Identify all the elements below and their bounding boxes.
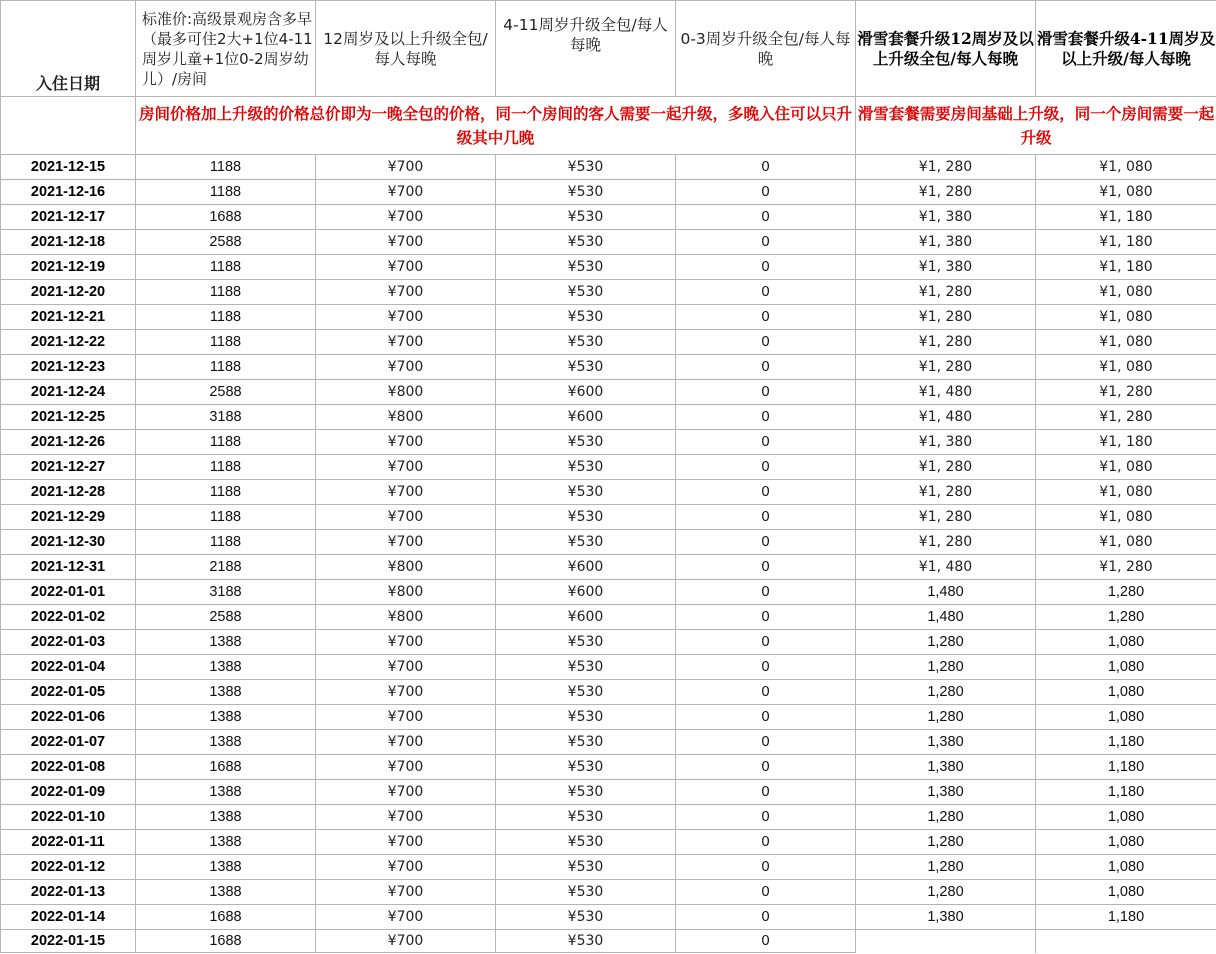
cell-age0-3: 0 bbox=[676, 880, 856, 905]
header-age4-11-upgrade: 4-11周岁升级全包/每人每晚 bbox=[496, 1, 676, 97]
cell-age12: ¥700 bbox=[316, 355, 496, 380]
cell-date: 2022-01-08 bbox=[1, 755, 136, 780]
table-row bbox=[1, 505, 1216, 530]
cell-ski-age4-11: 1,180 bbox=[1036, 730, 1216, 755]
cell-age4-11: ¥600 bbox=[496, 580, 676, 605]
cell-age0-3: 0 bbox=[676, 480, 856, 505]
cell-date: 2021-12-16 bbox=[1, 180, 136, 205]
cell-standard-price: 1388 bbox=[136, 730, 316, 755]
table-row bbox=[1, 680, 1216, 705]
cell-date: 2022-01-12 bbox=[1, 855, 136, 880]
table-row bbox=[1, 280, 1216, 305]
cell-standard-price: 1388 bbox=[136, 705, 316, 730]
cell-date: 2021-12-26 bbox=[1, 430, 136, 455]
table-row bbox=[1, 655, 1216, 680]
cell-ski-age4-11: ¥1, 280 bbox=[1036, 405, 1216, 430]
cell-age0-3: 0 bbox=[676, 205, 856, 230]
cell-date: 2021-12-22 bbox=[1, 330, 136, 355]
cell-age0-3: 0 bbox=[676, 855, 856, 880]
cell-ski-age12: 1,380 bbox=[856, 780, 1036, 805]
cell-ski-age12: 1,380 bbox=[856, 730, 1036, 755]
cell-date: 2021-12-30 bbox=[1, 530, 136, 555]
cell-age12: ¥700 bbox=[316, 180, 496, 205]
cell-ski-age12: 1,480 bbox=[856, 580, 1036, 605]
cell-standard-price: 1388 bbox=[136, 680, 316, 705]
cell-age12: ¥700 bbox=[316, 530, 496, 555]
cell-standard-price: 1388 bbox=[136, 630, 316, 655]
header-age12-upgrade: 12周岁及以上升级全包/每人每晚 bbox=[316, 1, 496, 97]
cell-date: 2022-01-13 bbox=[1, 880, 136, 905]
cell-age4-11: ¥530 bbox=[496, 330, 676, 355]
cell-standard-price: 2588 bbox=[136, 230, 316, 255]
table-row bbox=[1, 805, 1216, 830]
cell-ski-age12: ¥1, 280 bbox=[856, 330, 1036, 355]
table-row bbox=[1, 930, 1216, 953]
cell-ski-age12: 1,280 bbox=[856, 880, 1036, 905]
cell-age0-3: 0 bbox=[676, 455, 856, 480]
table-row bbox=[1, 380, 1216, 405]
cell-date: 2021-12-24 bbox=[1, 380, 136, 405]
cell-age12: ¥700 bbox=[316, 230, 496, 255]
cell-ski-age12: ¥1, 480 bbox=[856, 405, 1036, 430]
cell-standard-price: 2588 bbox=[136, 605, 316, 630]
cell-ski-age4-11: ¥1, 080 bbox=[1036, 480, 1216, 505]
cell-ski-age4-11: ¥1, 280 bbox=[1036, 555, 1216, 580]
cell-age0-3: 0 bbox=[676, 605, 856, 630]
cell-age4-11: ¥530 bbox=[496, 255, 676, 280]
cell-standard-price: 1188 bbox=[136, 530, 316, 555]
table-row bbox=[1, 555, 1216, 580]
cell-date: 2022-01-03 bbox=[1, 630, 136, 655]
table-row bbox=[1, 305, 1216, 330]
table-row bbox=[1, 205, 1216, 230]
cell-ski-age4-11: ¥1, 180 bbox=[1036, 205, 1216, 230]
cell-age12: ¥700 bbox=[316, 305, 496, 330]
cell-ski-age12: 1,380 bbox=[856, 905, 1036, 930]
header-row bbox=[1, 1, 1216, 97]
cell-age12: ¥700 bbox=[316, 280, 496, 305]
cell-age12: ¥700 bbox=[316, 755, 496, 780]
cell-age0-3: 0 bbox=[676, 655, 856, 680]
cell-date: 2021-12-29 bbox=[1, 505, 136, 530]
cell-age0-3: 0 bbox=[676, 730, 856, 755]
cell-date: 2021-12-21 bbox=[1, 305, 136, 330]
cell-age0-3: 0 bbox=[676, 180, 856, 205]
cell-standard-price: 3188 bbox=[136, 580, 316, 605]
cell-standard-price: 1188 bbox=[136, 255, 316, 280]
cell-age12: ¥700 bbox=[316, 430, 496, 455]
cell-ski-age4-11: 1,080 bbox=[1036, 630, 1216, 655]
cell-ski-age4-11: ¥1, 080 bbox=[1036, 505, 1216, 530]
note-ski-upgrade: 滑雪套餐需要房间基础上升级，同一个房间需要一起升级 bbox=[856, 97, 1216, 155]
cell-date: 2022-01-14 bbox=[1, 905, 136, 930]
cell-age12: ¥700 bbox=[316, 255, 496, 280]
cell-age12: ¥700 bbox=[316, 455, 496, 480]
cell-age4-11: ¥530 bbox=[496, 805, 676, 830]
cell-standard-price: 2588 bbox=[136, 380, 316, 405]
cell-date: 2021-12-20 bbox=[1, 280, 136, 305]
note-row bbox=[1, 97, 1216, 155]
table-row bbox=[1, 255, 1216, 280]
cell-age0-3: 0 bbox=[676, 305, 856, 330]
cell-age0-3: 0 bbox=[676, 155, 856, 180]
cell-date: 2022-01-02 bbox=[1, 605, 136, 630]
cell-age12: ¥700 bbox=[316, 930, 496, 953]
cell-standard-price: 1188 bbox=[136, 305, 316, 330]
cell-date: 2021-12-27 bbox=[1, 455, 136, 480]
cell-ski-age12: 1,280 bbox=[856, 655, 1036, 680]
cell-standard-price: 1188 bbox=[136, 280, 316, 305]
table-row bbox=[1, 530, 1216, 555]
cell-age0-3: 0 bbox=[676, 930, 856, 953]
cell-ski-age12: ¥1, 280 bbox=[856, 355, 1036, 380]
table-row bbox=[1, 880, 1216, 905]
cell-age12: ¥700 bbox=[316, 505, 496, 530]
cell-age12: ¥700 bbox=[316, 705, 496, 730]
cell-age4-11: ¥530 bbox=[496, 280, 676, 305]
cell-ski-age4-11: 1,080 bbox=[1036, 880, 1216, 905]
cell-standard-price: 1388 bbox=[136, 655, 316, 680]
cell-ski-age4-11 bbox=[1036, 930, 1216, 953]
cell-age4-11: ¥530 bbox=[496, 430, 676, 455]
cell-age4-11: ¥530 bbox=[496, 155, 676, 180]
cell-date: 2022-01-07 bbox=[1, 730, 136, 755]
cell-age0-3: 0 bbox=[676, 680, 856, 705]
cell-age4-11: ¥530 bbox=[496, 530, 676, 555]
header-age0-3-upgrade: 0-3周岁升级全包/每人每晚 bbox=[676, 1, 856, 97]
cell-ski-age4-11: ¥1, 180 bbox=[1036, 230, 1216, 255]
table-body bbox=[1, 155, 1216, 953]
cell-ski-age12: 1,280 bbox=[856, 805, 1036, 830]
cell-age12: ¥800 bbox=[316, 555, 496, 580]
cell-date: 2022-01-04 bbox=[1, 655, 136, 680]
cell-age0-3: 0 bbox=[676, 555, 856, 580]
table-row bbox=[1, 780, 1216, 805]
table-row bbox=[1, 580, 1216, 605]
cell-age0-3: 0 bbox=[676, 255, 856, 280]
cell-age4-11: ¥600 bbox=[496, 405, 676, 430]
cell-ski-age4-11: ¥1, 080 bbox=[1036, 180, 1216, 205]
cell-standard-price: 1188 bbox=[136, 505, 316, 530]
cell-age12: ¥700 bbox=[316, 730, 496, 755]
cell-date: 2021-12-25 bbox=[1, 405, 136, 430]
table-row bbox=[1, 630, 1216, 655]
cell-ski-age4-11: 1,180 bbox=[1036, 780, 1216, 805]
cell-age4-11: ¥530 bbox=[496, 205, 676, 230]
cell-age12: ¥700 bbox=[316, 330, 496, 355]
cell-date: 2021-12-18 bbox=[1, 230, 136, 255]
table-row bbox=[1, 405, 1216, 430]
cell-ski-age12: 1,280 bbox=[856, 705, 1036, 730]
cell-date: 2022-01-11 bbox=[1, 830, 136, 855]
cell-standard-price: 1688 bbox=[136, 930, 316, 953]
cell-ski-age12: 1,280 bbox=[856, 630, 1036, 655]
cell-ski-age4-11: ¥1, 080 bbox=[1036, 155, 1216, 180]
cell-age0-3: 0 bbox=[676, 505, 856, 530]
cell-age4-11: ¥530 bbox=[496, 780, 676, 805]
cell-standard-price: 1688 bbox=[136, 755, 316, 780]
table-row bbox=[1, 755, 1216, 780]
cell-age4-11: ¥530 bbox=[496, 730, 676, 755]
table-row bbox=[1, 155, 1216, 180]
header-checkin-date: 入住日期 bbox=[1, 1, 136, 97]
cell-date: 2022-01-10 bbox=[1, 805, 136, 830]
cell-age0-3: 0 bbox=[676, 580, 856, 605]
cell-ski-age12: ¥1, 280 bbox=[856, 480, 1036, 505]
cell-age12: ¥700 bbox=[316, 905, 496, 930]
table-row bbox=[1, 230, 1216, 255]
table-row bbox=[1, 830, 1216, 855]
table-row bbox=[1, 855, 1216, 880]
cell-ski-age4-11: ¥1, 080 bbox=[1036, 455, 1216, 480]
cell-ski-age12: ¥1, 280 bbox=[856, 305, 1036, 330]
cell-age0-3: 0 bbox=[676, 705, 856, 730]
cell-ski-age4-11: 1,080 bbox=[1036, 680, 1216, 705]
cell-ski-age12: 1,480 bbox=[856, 605, 1036, 630]
cell-ski-age12: ¥1, 280 bbox=[856, 455, 1036, 480]
cell-date: 2021-12-28 bbox=[1, 480, 136, 505]
cell-ski-age12: ¥1, 280 bbox=[856, 530, 1036, 555]
cell-age4-11: ¥530 bbox=[496, 180, 676, 205]
table-row bbox=[1, 730, 1216, 755]
cell-age4-11: ¥530 bbox=[496, 705, 676, 730]
cell-age0-3: 0 bbox=[676, 380, 856, 405]
cell-standard-price: 1188 bbox=[136, 155, 316, 180]
cell-age0-3: 0 bbox=[676, 530, 856, 555]
cell-ski-age4-11: ¥1, 080 bbox=[1036, 355, 1216, 380]
cell-ski-age12: ¥1, 280 bbox=[856, 280, 1036, 305]
cell-date: 2021-12-31 bbox=[1, 555, 136, 580]
cell-ski-age12: 1,280 bbox=[856, 855, 1036, 880]
cell-ski-age12 bbox=[856, 930, 1036, 953]
cell-age0-3: 0 bbox=[676, 630, 856, 655]
cell-date: 2022-01-15 bbox=[1, 930, 136, 953]
table-row bbox=[1, 480, 1216, 505]
cell-age4-11: ¥530 bbox=[496, 480, 676, 505]
cell-age0-3: 0 bbox=[676, 430, 856, 455]
cell-standard-price: 1688 bbox=[136, 205, 316, 230]
cell-age12: ¥800 bbox=[316, 605, 496, 630]
cell-age4-11: ¥530 bbox=[496, 855, 676, 880]
table-row bbox=[1, 180, 1216, 205]
cell-ski-age12: ¥1, 280 bbox=[856, 155, 1036, 180]
cell-ski-age12: 1,280 bbox=[856, 830, 1036, 855]
cell-standard-price: 1188 bbox=[136, 180, 316, 205]
cell-ski-age4-11: ¥1, 080 bbox=[1036, 330, 1216, 355]
header-standard-price: 标准价:高级景观房含多早（最多可住2大+1位4-11周岁儿童+1位0-2周岁幼儿）/房间 bbox=[136, 1, 316, 97]
cell-age4-11: ¥600 bbox=[496, 605, 676, 630]
cell-ski-age4-11: ¥1, 180 bbox=[1036, 430, 1216, 455]
cell-ski-age12: ¥1, 480 bbox=[856, 380, 1036, 405]
cell-ski-age4-11: ¥1, 080 bbox=[1036, 305, 1216, 330]
cell-age12: ¥700 bbox=[316, 205, 496, 230]
cell-standard-price: 1188 bbox=[136, 430, 316, 455]
cell-age4-11: ¥530 bbox=[496, 630, 676, 655]
cell-standard-price: 1188 bbox=[136, 355, 316, 380]
cell-ski-age4-11: 1,080 bbox=[1036, 655, 1216, 680]
cell-age0-3: 0 bbox=[676, 780, 856, 805]
cell-age0-3: 0 bbox=[676, 755, 856, 780]
cell-standard-price: 3188 bbox=[136, 405, 316, 430]
header-ski-age4-11: 滑雪套餐升级4-11周岁及以上升级/每人每晚 bbox=[1036, 1, 1216, 97]
cell-ski-age4-11: 1,080 bbox=[1036, 805, 1216, 830]
cell-standard-price: 1388 bbox=[136, 780, 316, 805]
cell-age0-3: 0 bbox=[676, 230, 856, 255]
cell-ski-age4-11: 1,280 bbox=[1036, 580, 1216, 605]
cell-ski-age4-11: ¥1, 180 bbox=[1036, 255, 1216, 280]
cell-ski-age12: ¥1, 280 bbox=[856, 505, 1036, 530]
cell-age0-3: 0 bbox=[676, 905, 856, 930]
cell-age4-11: ¥530 bbox=[496, 830, 676, 855]
cell-age4-11: ¥530 bbox=[496, 505, 676, 530]
cell-ski-age4-11: ¥1, 280 bbox=[1036, 380, 1216, 405]
cell-age4-11: ¥600 bbox=[496, 380, 676, 405]
cell-standard-price: 1188 bbox=[136, 455, 316, 480]
cell-age4-11: ¥530 bbox=[496, 655, 676, 680]
table-row bbox=[1, 430, 1216, 455]
cell-date: 2021-12-17 bbox=[1, 205, 136, 230]
cell-age4-11: ¥530 bbox=[496, 755, 676, 780]
cell-age4-11: ¥530 bbox=[496, 880, 676, 905]
cell-age12: ¥700 bbox=[316, 830, 496, 855]
cell-ski-age12: ¥1, 480 bbox=[856, 555, 1036, 580]
cell-standard-price: 1688 bbox=[136, 905, 316, 930]
note-empty-cell bbox=[1, 97, 136, 155]
cell-age12: ¥800 bbox=[316, 580, 496, 605]
cell-standard-price: 1388 bbox=[136, 855, 316, 880]
cell-ski-age4-11: 1,180 bbox=[1036, 905, 1216, 930]
cell-standard-price: 1388 bbox=[136, 805, 316, 830]
cell-standard-price: 2188 bbox=[136, 555, 316, 580]
cell-age12: ¥700 bbox=[316, 680, 496, 705]
table-row bbox=[1, 905, 1216, 930]
cell-age0-3: 0 bbox=[676, 355, 856, 380]
cell-standard-price: 1188 bbox=[136, 330, 316, 355]
cell-standard-price: 1388 bbox=[136, 830, 316, 855]
cell-age4-11: ¥530 bbox=[496, 930, 676, 953]
cell-ski-age12: ¥1, 380 bbox=[856, 205, 1036, 230]
cell-ski-age4-11: 1,280 bbox=[1036, 605, 1216, 630]
cell-ski-age4-11: ¥1, 080 bbox=[1036, 530, 1216, 555]
cell-date: 2022-01-09 bbox=[1, 780, 136, 805]
cell-age0-3: 0 bbox=[676, 830, 856, 855]
table-row bbox=[1, 355, 1216, 380]
cell-age4-11: ¥530 bbox=[496, 455, 676, 480]
cell-age4-11: ¥530 bbox=[496, 230, 676, 255]
table-row bbox=[1, 605, 1216, 630]
cell-age4-11: ¥530 bbox=[496, 680, 676, 705]
cell-ski-age4-11: 1,080 bbox=[1036, 705, 1216, 730]
cell-ski-age4-11: 1,180 bbox=[1036, 755, 1216, 780]
cell-date: 2022-01-01 bbox=[1, 580, 136, 605]
cell-standard-price: 1388 bbox=[136, 880, 316, 905]
cell-age12: ¥700 bbox=[316, 155, 496, 180]
cell-ski-age4-11: 1,080 bbox=[1036, 830, 1216, 855]
cell-age0-3: 0 bbox=[676, 330, 856, 355]
cell-age12: ¥700 bbox=[316, 630, 496, 655]
cell-ski-age12: 1,380 bbox=[856, 755, 1036, 780]
table-row bbox=[1, 455, 1216, 480]
cell-age0-3: 0 bbox=[676, 280, 856, 305]
cell-age12: ¥700 bbox=[316, 780, 496, 805]
cell-age12: ¥700 bbox=[316, 880, 496, 905]
cell-date: 2021-12-23 bbox=[1, 355, 136, 380]
cell-age0-3: 0 bbox=[676, 805, 856, 830]
cell-date: 2021-12-19 bbox=[1, 255, 136, 280]
cell-ski-age12: ¥1, 380 bbox=[856, 255, 1036, 280]
cell-ski-age12: 1,280 bbox=[856, 680, 1036, 705]
cell-age12: ¥800 bbox=[316, 380, 496, 405]
cell-age12: ¥700 bbox=[316, 655, 496, 680]
cell-age4-11: ¥600 bbox=[496, 555, 676, 580]
cell-age12: ¥700 bbox=[316, 855, 496, 880]
table-row bbox=[1, 705, 1216, 730]
note-room-upgrade: 房间价格加上升级的价格总价即为一晚全包的价格，同一个房间的客人需要一起升级，多晚入住可以只升级其中几晚 bbox=[136, 97, 856, 155]
cell-age4-11: ¥530 bbox=[496, 305, 676, 330]
cell-age12: ¥700 bbox=[316, 805, 496, 830]
header-ski-age12: 滑雪套餐升级12周岁及以上升级全包/每人每晚 bbox=[856, 1, 1036, 97]
cell-standard-price: 1188 bbox=[136, 480, 316, 505]
cell-age4-11: ¥530 bbox=[496, 905, 676, 930]
cell-ski-age12: ¥1, 380 bbox=[856, 430, 1036, 455]
cell-date: 2021-12-15 bbox=[1, 155, 136, 180]
cell-ski-age12: ¥1, 280 bbox=[856, 180, 1036, 205]
cell-date: 2022-01-06 bbox=[1, 705, 136, 730]
cell-ski-age4-11: ¥1, 080 bbox=[1036, 280, 1216, 305]
cell-age0-3: 0 bbox=[676, 405, 856, 430]
cell-date: 2022-01-05 bbox=[1, 680, 136, 705]
cell-ski-age12: ¥1, 380 bbox=[856, 230, 1036, 255]
cell-age4-11: ¥530 bbox=[496, 355, 676, 380]
cell-age12: ¥700 bbox=[316, 480, 496, 505]
table-row bbox=[1, 330, 1216, 355]
cell-age12: ¥800 bbox=[316, 405, 496, 430]
cell-ski-age4-11: 1,080 bbox=[1036, 855, 1216, 880]
